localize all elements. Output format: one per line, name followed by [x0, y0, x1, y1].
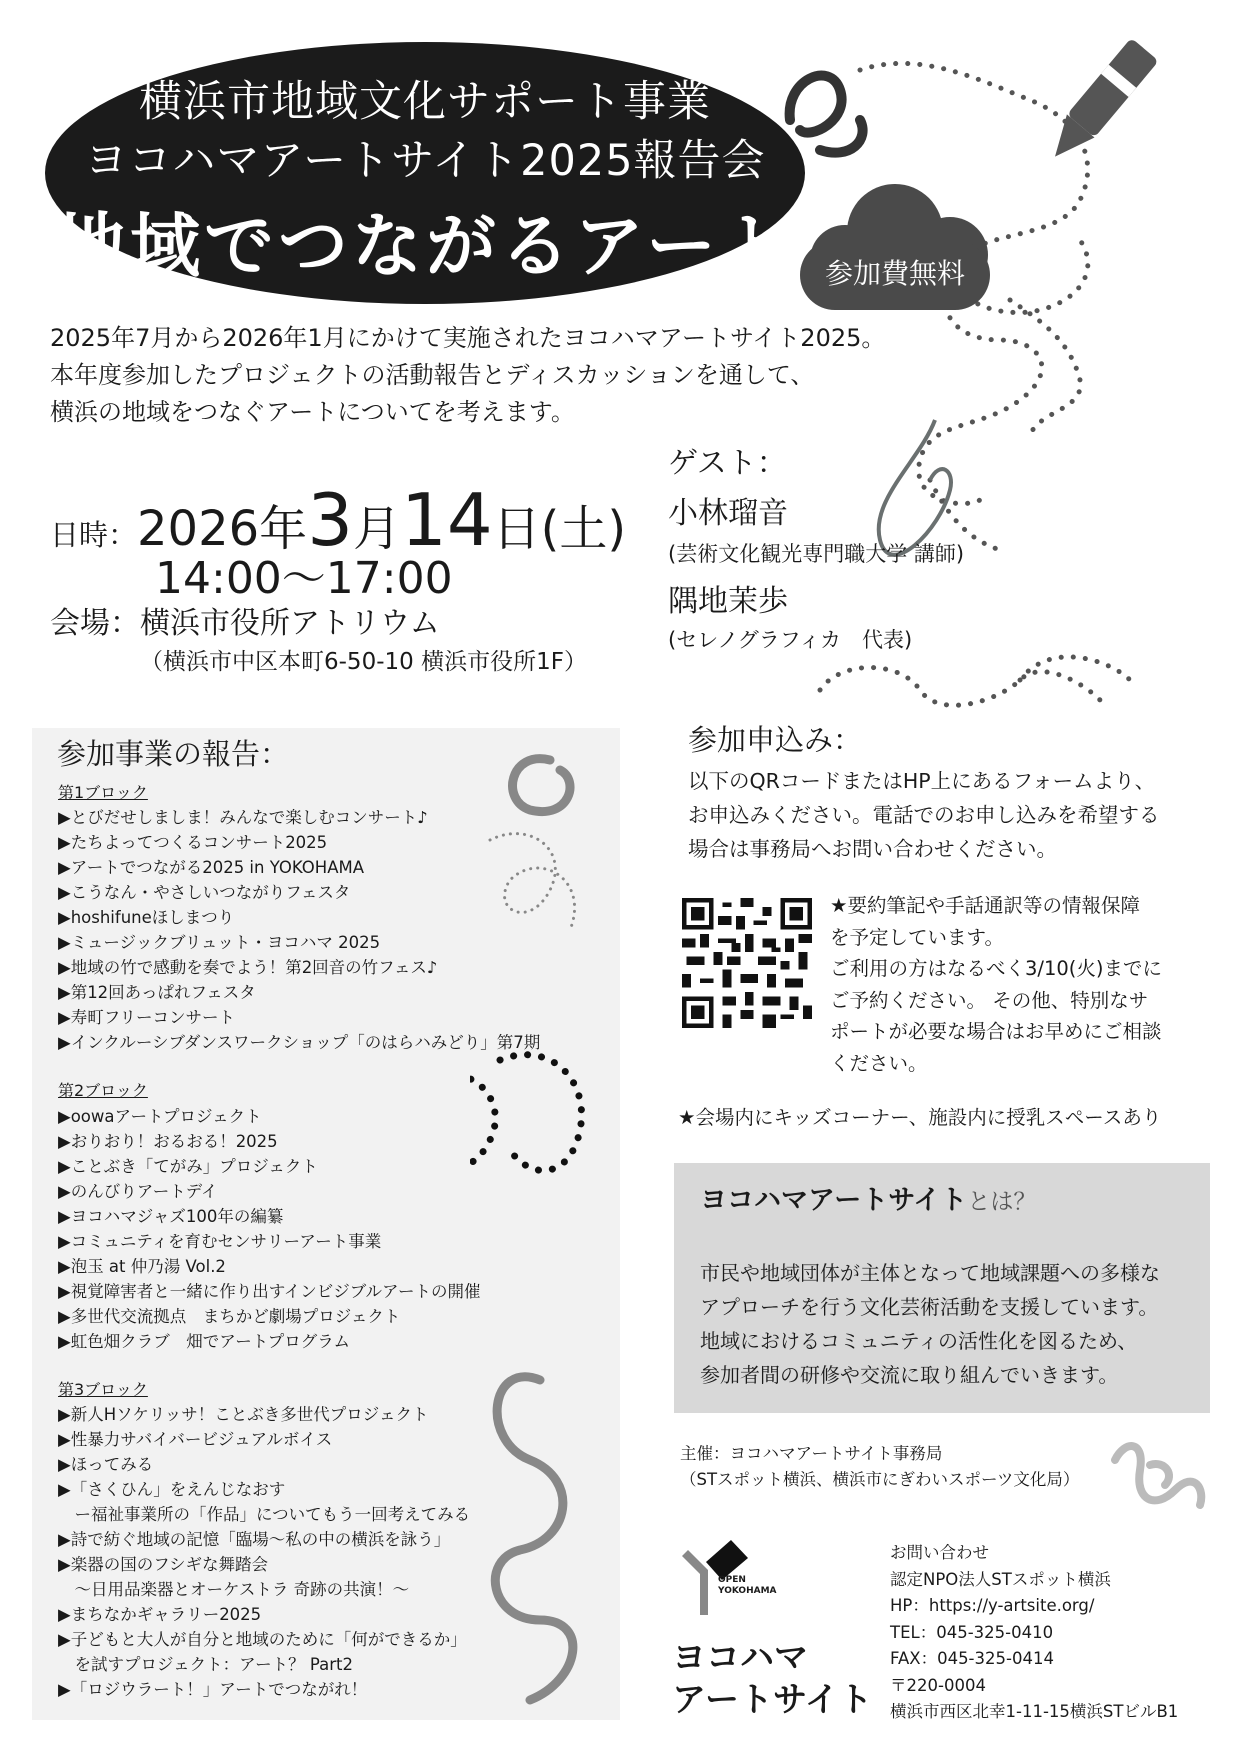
- report-item: ▶ほってみる: [58, 1455, 154, 1474]
- title-line2: ヨコハマアートサイト2025報告会: [84, 136, 766, 186]
- about-body-line: 地域におけるコミュニティの活性化を図るため、: [700, 1329, 1138, 1353]
- report-item: ▶hoshifuneほしまつり: [58, 908, 235, 927]
- report-item: ▶性暴力サバイバービジュアルボイス: [58, 1430, 333, 1449]
- note-line: ★要約筆記や手話通訳等の情報保障: [830, 894, 1140, 917]
- report-item: ▶詩で紡ぐ地域の記憶「臨場〜私の中の横浜を詠う」: [58, 1530, 451, 1549]
- venue-label: 会場：: [50, 606, 140, 641]
- contact-org: 認定NPO法人STスポット横浜: [890, 1569, 1111, 1589]
- report-item: ▶視覚障害者と一緒に作り出すインビジブルアートの開催: [58, 1282, 481, 1301]
- contact-postal: 〒220-0004: [890, 1675, 986, 1695]
- contact-heading: お問い合わせ: [890, 1543, 989, 1562]
- report-item: 〜日用品楽器とオーケストラ 奇跡の共演！〜: [58, 1580, 410, 1599]
- intro-line: 本年度参加したプロジェクトの活動報告とディスカッションを通して、: [50, 361, 815, 389]
- about-body-line: 市民や地域団体が主体となって地域課題への多様な: [700, 1261, 1160, 1285]
- about-body-line: 参加者間の研修や交流に取り組んでいきます。: [700, 1363, 1119, 1387]
- block-heading: 第2ブロック: [58, 1081, 148, 1100]
- logo-tagline: [718, 1575, 777, 1597]
- logo-name-line: ヨコハマ: [672, 1638, 808, 1678]
- swirl-decoration: [1105, 1430, 1215, 1520]
- report-item: ▶たちよってつくるコンサート2025: [58, 833, 328, 852]
- logo-name-line: アートサイト: [672, 1680, 873, 1720]
- note-line: ご予約ください。 その他、特別なサ: [830, 988, 1149, 1012]
- intro-line: 2025年7月から2026年1月にかけて実施されたヨコハマアートサイト2025。: [50, 324, 886, 352]
- date-day: 14: [401, 478, 493, 562]
- intro-line: 横浜の地域をつなぐアートについてを考えます。: [50, 398, 575, 426]
- apply-title: 参加申込み：: [688, 723, 863, 757]
- venue-name: 横浜市役所アトリウム: [140, 606, 440, 641]
- venue-address: （横浜市中区本町6-50-10 横浜市役所1F）: [140, 649, 587, 675]
- apply-body-line: 場合は事務局へお問い合わせください。: [688, 837, 1057, 861]
- title-main: 地域でつながるアート: [56, 205, 794, 287]
- title-banner: [45, 42, 805, 304]
- qr-code[interactable]: [682, 898, 812, 1028]
- guest-label: ゲスト：: [668, 446, 787, 481]
- report-item: ▶とびだせしましま！みんなで楽しむコンサート♪: [58, 808, 428, 827]
- report-item: ▶多世代交流拠点 まちかど劇場プロジェクト: [58, 1307, 401, 1326]
- report-item: ▶子どもと大人が自分と地域のために「何ができるか」: [58, 1630, 467, 1649]
- note-line: ください。: [830, 1051, 928, 1075]
- report-item: ー福祉事業所の「作品」についてもう一回考えてみる: [58, 1505, 471, 1524]
- report-item: ▶ヨコハマジャズ100年の編纂: [58, 1207, 284, 1226]
- report-item: ▶アートでつながる2025 in YOKOHAMA: [58, 858, 365, 877]
- guest-name: 隅地茉歩: [668, 584, 788, 619]
- date-year: 2026年: [137, 501, 308, 557]
- report-item: ▶泡玉 at 仲乃湯 Vol.2: [58, 1257, 226, 1276]
- guest-name: 小林瑠音: [668, 496, 788, 531]
- about-body: [700, 1256, 1160, 1392]
- organizer-members: （STスポット横浜、横浜市にぎわいスポーツ文化局）: [680, 1470, 1080, 1489]
- date-month: 3: [307, 478, 353, 562]
- contact-website-link[interactable]: HP：https://y-artsite.org/: [890, 1596, 1095, 1615]
- report-item: ▶コミュニティを育むセンサリーアート事業: [58, 1232, 382, 1251]
- about-title: [700, 1178, 1036, 1217]
- date-label: 日時：: [50, 518, 138, 552]
- report-item: ▶こうなん・やさしいつながりフェスタ: [58, 883, 351, 902]
- title-line1: 横浜市地域文化サポート事業: [139, 77, 711, 127]
- guest-title: (セレノグラフィカ 代表): [668, 628, 913, 652]
- report-item: ▶のんびりアートデイ: [58, 1182, 218, 1201]
- report-item: ▶おりおり！おるおる！2025: [58, 1132, 278, 1151]
- date-day-unit: 日(土): [492, 501, 627, 557]
- about-body-line: アプローチを行う文化芸術活動を支援しています。: [700, 1295, 1159, 1319]
- event-time: 14:00〜17:00: [155, 553, 453, 604]
- logo-wordmark: [672, 1637, 873, 1721]
- apply-body-line: お申込みください。電話でのお申し込みを希望する: [688, 803, 1160, 827]
- report-item: ▶新人Hソケリッサ！ことぶき多世代プロジェクト: [58, 1405, 429, 1424]
- note-line: ポートが必要な場合はお早めにご相談: [830, 1020, 1162, 1043]
- kids-corner-note: ★会場内にキッズコーナー、施設内に授乳スペースあり: [678, 1106, 1162, 1129]
- logo-open: OPEN: [718, 1575, 746, 1585]
- free-admission-badge: 参加費無料: [824, 257, 965, 290]
- swirl-decoration: [470, 740, 650, 1740]
- report-item: ▶「ロジウラート！」アートでつながれ！: [58, 1680, 368, 1699]
- contact-fax: FAX：045-325-0414: [890, 1649, 1054, 1668]
- apply-body: [688, 764, 1160, 866]
- block-heading: 第1ブロック: [58, 783, 148, 802]
- contact-tel: TEL：045-325-0410: [890, 1622, 1054, 1642]
- report-item: ▶地域の竹で感動を奏でよう！第2回音の竹フェス♪: [58, 958, 438, 977]
- block-heading: 第3ブロック: [58, 1380, 148, 1399]
- report-item: ▶「さくひん」をえんじなおす: [58, 1480, 286, 1499]
- report-item: ▶ミュージックブリュット・ヨコハマ 2025: [58, 933, 381, 952]
- note-line: ご利用の方はなるべく3/10(火)までに: [830, 957, 1163, 980]
- report-item: ▶oowaアートプロジェクト: [58, 1107, 262, 1126]
- report-item: ▶インクルーシブダンスワークショップ「のはらハみどり」第7期: [58, 1033, 541, 1052]
- organizer: 主催：ヨコハマアートサイト事務局: [680, 1444, 943, 1463]
- reports-title: 参加事業の報告：: [57, 737, 290, 771]
- date-month-unit: 月: [353, 501, 402, 557]
- about-title-suffix: とは？: [967, 1189, 1037, 1215]
- contact-address: 横浜市西区北幸1-11-15横浜STビルB1: [890, 1702, 1179, 1721]
- logo-yokohama: YOKOHAMA: [718, 1586, 777, 1596]
- report-item: ▶楽器の国のフシギな舞踏会: [58, 1555, 269, 1574]
- contact-info: [890, 1540, 1178, 1726]
- report-item: ▶まちなかギャラリー2025: [58, 1605, 262, 1624]
- report-item: ▶虹色畑クラブ 畑でアートプログラム: [58, 1332, 351, 1351]
- accessibility-note: [830, 890, 1162, 1079]
- apply-body-line: 以下のQRコードまたはHP上にあるフォームより、: [688, 769, 1156, 793]
- guest-title: (芸術文化観光専門職大学 講師): [668, 542, 965, 566]
- venue: [50, 598, 440, 642]
- report-item: ▶ことぶき「てがみ」プロジェクト: [58, 1157, 318, 1176]
- about-title-main: ヨコハマアートサイト: [700, 1185, 968, 1216]
- crayon-icon: [1040, 38, 1160, 168]
- report-item: を試すプロジェクト：アート？ Part2: [58, 1655, 353, 1674]
- report-item: ▶第12回あっぱれフェスタ: [58, 983, 256, 1002]
- report-item: ▶寿町フリーコンサート: [58, 1008, 236, 1027]
- note-line: を予定しています。: [830, 925, 1004, 949]
